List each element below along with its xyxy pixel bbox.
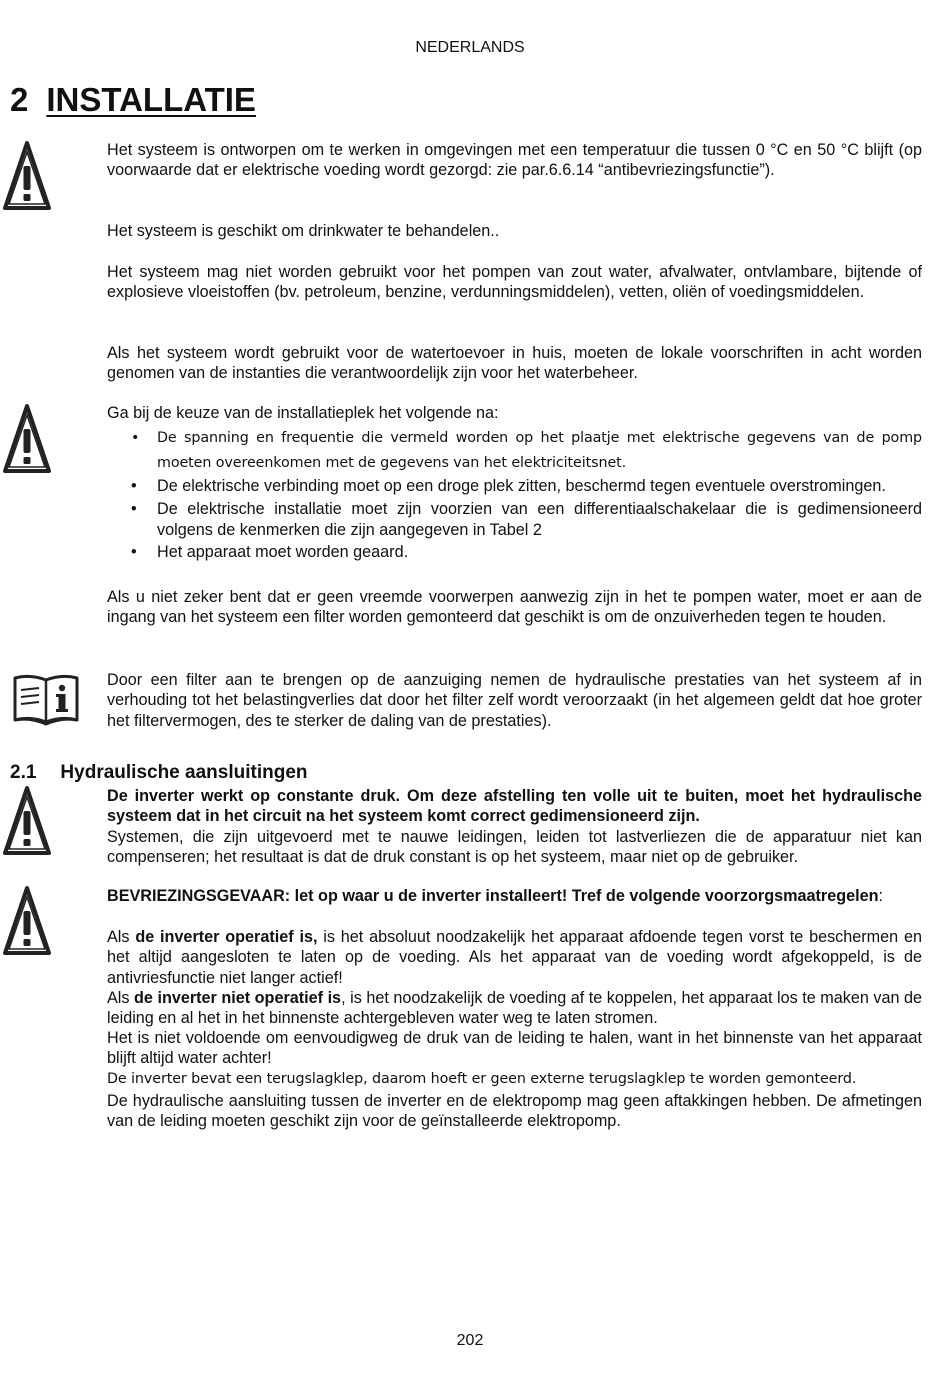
warning-triangle-icon (3, 140, 51, 212)
freeze-warning-bold: BEVRIEZINGSGEVAAR: let op waar u de inverter installeert! Tref de volgende voorzorgsmaatregelen (107, 887, 879, 905)
bullet-symbol: • (131, 477, 137, 495)
warning-triangle-icon (3, 885, 51, 957)
paragraph-local-regulations: Als het systeem wordt gebruikt voor de watertoevoer in huis, moeten de lokale voorschriften in acht worden genomen van de instanties die verantwoordelijk zijn voor het waterbeheer. (107, 344, 922, 383)
list-item-text: De elektrische verbinding moet op een droge plek zitten, beschermd tegen eventuele overstromingen. (157, 477, 886, 495)
list-item (107, 426, 922, 476)
paragraph-filter-performance: Door een filter aan te brengen op de aanzuiging nemen de hydraulische prestaties van het systeem af in verhouding tot het belastingverlies dat door het filter zelf wordt veroorzaakt (in het algemeen geldt dat hoe groter het filtervermogen, des te sterker de daling van de prestaties). (107, 671, 922, 730)
page-header-language: NEDERLANDS (415, 39, 525, 56)
installation-checklist (107, 426, 922, 562)
paragraph-residual-water: Het is niet voldoende om eenvoudigweg de druk van de leiding te halen, want in het binnenste van het apparaat blijft altijd water achter! (107, 1029, 922, 1068)
paragraph-inverter-not-operative (107, 988, 922, 1029)
section-title: INSTALLATIE (46, 81, 256, 118)
paragraph-drinking-water: Het systeem is geschikt om drinkwater te behandelen.. (107, 222, 500, 240)
text-run: , is het noodzakelijk de voeding af te koppelen, het apparaat los te maken van de leiding en al het in het binnenste achtergebleven water weg te laten stromen. (107, 989, 923, 1028)
paragraph-constant-pressure: De inverter werkt op constante druk. Om deze afstelling ten volle uit te buiten, moet het hydraulische systeem dat in het circuit na het systeem komt correct gedimensioneerd zijn. (107, 787, 922, 826)
warning-triangle-icon (3, 403, 51, 475)
freeze-warning-heading (107, 886, 922, 906)
paragraph-forbidden-liquids: Het systeem mag niet worden gebruikt voor het pompen van zout water, afvalwater, ontvlambare, bijtende of explosieve vloeistoffen (bv. petroleum, benzine, verdunningsmiddelen), vetten, oliën of voedingsmiddelen. (107, 263, 922, 302)
list-item (107, 499, 922, 540)
bullet-symbol: • (131, 500, 137, 519)
paragraph-hydraulic-connection: De hydraulische aansluiting tussen de inverter en de elektropomp mag geen aftakkingen hebben. De afmetingen van de leiding moeten geschikt zijn voor de geïnstalleerde elektropomp. (107, 1092, 922, 1131)
text-run: is het absoluut noodzakelijk het apparaat afdoende tegen vorst te beschermen en het altijd aangesloten te laten op de voeding. Als het apparaat van de voeding wordt afgekoppeld, is de antivriesfunctie niet langer actief! (107, 928, 922, 987)
bullet-symbol: • (131, 542, 137, 561)
list-item (107, 542, 922, 562)
paragraph-inverter-operative (107, 927, 922, 988)
freeze-warning-colon: : (878, 887, 883, 905)
warning-triangle-icon (3, 785, 51, 857)
section-heading (10, 80, 256, 120)
list-item-text: De elektrische installatie moet zijn voorzien van een differentiaalschakelaar die is gedimensioneerd volgens de kenmerken die zijn aangegeven in Tabel 2 (157, 500, 922, 539)
list-item (107, 476, 922, 496)
list-item-text: De spanning en frequentie die vermeld worden op het plaatje met elektrische gegevens van de pomp moeten overeenkomen met de gegevens van het elektriciteitsnet. (157, 430, 922, 471)
paragraph-check-valve: De inverter bevat een terugslagklep, daarom hoeft er geen externe terugslagklep te worden gemonteerd. (107, 1071, 857, 1087)
subsection-number: 2.1 (10, 762, 37, 783)
text-run: Als (107, 989, 135, 1007)
subsection-heading (10, 761, 308, 785)
paragraph-filter-advice: Als u niet zeker bent dat er geen vreemde voorwerpen aanwezig zijn in het te pompen water, moet er aan de ingang van het systeem een filter worden gemonteerd dat geschikt is om de onzuiverheden tegen te houden. (107, 588, 922, 627)
bullet-symbol: • (131, 430, 140, 446)
text-run-bold: de inverter operatief is, (135, 928, 318, 946)
list-item-text: Het apparaat moet worden geaard. (157, 542, 409, 561)
subsection-title: Hydraulische aansluitingen (60, 762, 308, 783)
paragraph-narrow-pipes: Systemen, die zijn uitgevoerd met te nauwe leidingen, leiden tot lastverliezen die de apparatuur niet kan compenseren; het resultaat is dat de druk constant is op het systeem, maar niet op de gebruiker. (107, 828, 922, 867)
section-number: 2 (10, 81, 29, 118)
page-number: 202 (456, 1332, 484, 1349)
info-book-icon (12, 670, 80, 728)
text-run-bold: de inverter niet operatief is (134, 989, 342, 1007)
paragraph-temperature: Het systeem is ontworpen om te werken in omgevingen met een temperatuur die tussen 0 °C en 50 °C blijft (op voorwaarde dat er elektrische voeding wordt gezorgd: zie par.6.6.14 “antibevriezingsfunctie”). (107, 141, 922, 180)
paragraph-installation-intro: Ga bij de keuze van de installatieplek het volgende na: (107, 404, 499, 422)
text-run: Als (107, 928, 136, 946)
